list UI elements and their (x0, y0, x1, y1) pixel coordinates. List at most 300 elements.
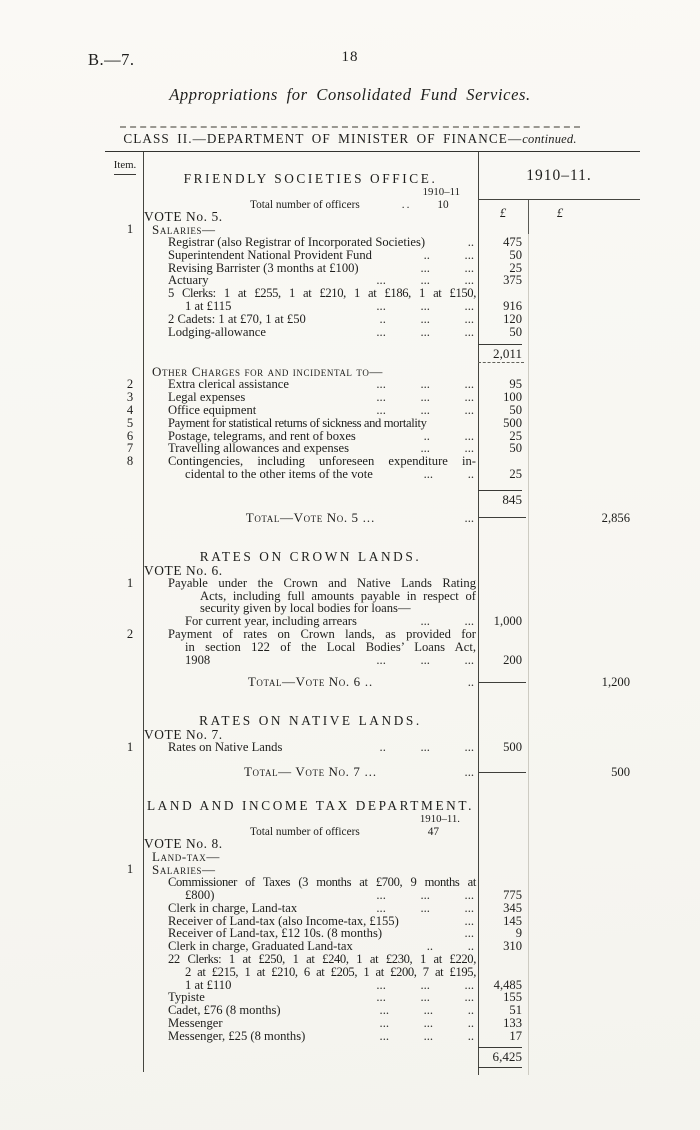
officers-year: 1910–11. (419, 813, 460, 826)
item-number (117, 468, 143, 481)
vote-total-cell (528, 615, 640, 628)
total-rule (479, 772, 526, 773)
amount-cell (478, 863, 528, 876)
line-text: Payable under the Crown and Native Lands Rating (168, 575, 476, 590)
line-text: Receiver of Land-tax, £12 10s. (8 months) (168, 926, 383, 941)
amount-cell: 25 (509, 466, 522, 481)
line-text: Travelling allowances and expenses (168, 441, 350, 456)
line-text: Contingencies, including unforeseen expenditure in- (168, 454, 476, 469)
amount-cell: 155 (503, 990, 522, 1005)
sum-rule (478, 1047, 522, 1048)
divider-rule-dashed (120, 126, 580, 128)
total-rule (479, 682, 526, 683)
item-number (117, 1017, 143, 1030)
subtotal-amount: 6,425 (492, 1049, 522, 1065)
description-cell (143, 346, 478, 361)
line-text: Revising Barrister (3 months at £100) (168, 260, 359, 275)
description-cell (143, 326, 478, 339)
page-number: 18 (341, 49, 359, 65)
subtotal-amount: 2,011 (493, 346, 522, 362)
amount-cell: 775 (503, 887, 522, 902)
vote-total-cell (528, 1049, 640, 1065)
line-text: Receiver of Land-tax (also Income-tax, £155) (168, 913, 399, 928)
vote-total-cell (528, 365, 640, 378)
item-number: 7 (126, 441, 134, 456)
amount-cell (478, 641, 528, 654)
amount-cell (478, 850, 528, 863)
vote-total-cell (528, 300, 640, 313)
amount-cell: 375 (503, 273, 522, 288)
vote-total-cell (528, 1017, 640, 1030)
vote-total-cell (528, 210, 640, 223)
vote-total-cell (528, 741, 640, 754)
line-text: 1 at £115 (185, 298, 232, 313)
item-number (117, 262, 143, 275)
dot-leaders: ... ... ... (376, 887, 474, 902)
table-line (117, 187, 640, 198)
table-line (117, 564, 640, 577)
item-number (117, 641, 143, 654)
section-heading: FRIENDLY SOCIETIES OFFICE. (183, 171, 438, 186)
table-line (117, 1049, 640, 1065)
item-number: 6 (126, 428, 134, 443)
dot-leaders: .. (467, 675, 474, 690)
vote-total-cell (528, 728, 640, 741)
dot-leaders: ... ... .. (379, 1003, 474, 1018)
item-number (117, 953, 143, 966)
vote-total-cell (528, 262, 640, 275)
item-number (117, 927, 143, 940)
section-heading: LAND AND INCOME TAX DEPARTMENT. (146, 798, 475, 814)
table-line (117, 1030, 640, 1043)
item-number (117, 300, 143, 313)
dot-leaders: .. ... (423, 247, 474, 262)
line-text: £800) (185, 887, 215, 902)
table-line (117, 509, 640, 527)
vote-total-cell (528, 326, 640, 339)
line-text: Actuary (168, 273, 209, 288)
item-number: 2 (126, 626, 134, 641)
vote-total-cell (528, 577, 640, 590)
total-text-wrap (248, 675, 373, 689)
row-spacer (117, 527, 640, 549)
vote-total-cell (528, 492, 640, 507)
line-text: Acts, including full amounts payable in respect of (200, 588, 476, 603)
description-cell (143, 1065, 478, 1069)
vote-total-cell (528, 927, 640, 940)
table-line (117, 300, 640, 313)
vote-total-cell (528, 850, 640, 863)
description-cell (143, 902, 478, 915)
item-number: 2 (126, 377, 134, 392)
row-spacer (117, 754, 640, 763)
vote-total-cell (528, 287, 640, 300)
amount-cell (478, 210, 528, 223)
description-cell (143, 404, 478, 417)
group-label: Land-tax— (152, 849, 220, 865)
item-number (117, 1049, 143, 1065)
sum-rule (478, 344, 522, 345)
amount-cell (478, 549, 528, 564)
amount-cell: 9 (515, 926, 522, 941)
line-text: Rates on Native Lands (168, 740, 283, 755)
item-number: 1 (126, 862, 134, 877)
dot-leaders: ... ... (420, 614, 474, 629)
vote-total-cell (528, 1030, 640, 1043)
line-text: 22 Clerks: 1 at £250, 1 at £240, 1 at £230, 1 at £220, (168, 951, 476, 966)
table-line (117, 1004, 640, 1017)
table-line (117, 404, 640, 417)
dot-leaders: ... ... ... (376, 390, 474, 405)
total-label: Total—Vote No. 5 (245, 509, 359, 525)
description-cell (143, 953, 478, 966)
group-label: Salaries— (152, 862, 216, 878)
item-number: 4 (126, 402, 134, 417)
line-text: For current year, including arrears (185, 614, 357, 629)
item-number (117, 549, 143, 564)
item-number (117, 1004, 143, 1017)
group-label: Other Charges for and incidental to— (152, 364, 384, 380)
table-line (117, 417, 640, 430)
amount-cell (478, 763, 528, 781)
table-line (117, 763, 640, 781)
vote-total-cell (528, 915, 640, 928)
officers-dots: .. (401, 199, 412, 211)
description-cell (143, 236, 478, 249)
amount-cell (478, 590, 528, 603)
vote-total-cell (528, 641, 640, 654)
item-number (117, 274, 143, 287)
total-text-wrap (246, 511, 375, 525)
dot-leaders: ... ... ... (376, 402, 474, 417)
description-cell (143, 966, 478, 979)
description-cell (143, 1030, 478, 1043)
description-cell (143, 577, 478, 590)
table-line (117, 641, 640, 654)
vote-total-cell (528, 549, 640, 564)
dot-leaders: ... ... (420, 441, 474, 456)
class-heading-text: CLASS II.—DEPARTMENT OF MINISTER OF FINANCE— (123, 131, 523, 146)
table-line (117, 741, 640, 754)
item-number (117, 326, 143, 339)
vote-total-cell: 2,856 (601, 510, 630, 525)
amount-cell: 475 (503, 235, 522, 249)
item-number (117, 236, 143, 249)
item-number (117, 837, 143, 850)
dot-leaders: .. (467, 235, 474, 249)
line-text: Legal expenses (168, 390, 246, 405)
item-number: 8 (126, 454, 134, 469)
item-number (117, 492, 143, 507)
item-number (117, 198, 143, 210)
dot-leaders: .. ... (423, 428, 474, 443)
line-text: Postage, telegrams, and rent of boxes (168, 428, 356, 443)
description-cell (143, 940, 478, 953)
table-line (117, 673, 640, 691)
table-line (117, 953, 640, 966)
amount-cell (478, 187, 528, 198)
amount-cell: 50 (509, 402, 522, 417)
table-line (117, 654, 640, 667)
dot-leaders: ... ... .. (379, 1015, 474, 1030)
amount-cell: 145 (503, 913, 522, 928)
vote-total-cell (528, 798, 640, 814)
vote-total-cell (528, 1004, 640, 1017)
amount-cell (478, 837, 528, 850)
amount-cell: 50 (509, 324, 522, 339)
dot-leaders: .. ... ... (379, 311, 474, 326)
item-number: 3 (126, 390, 134, 405)
year-column-header: 1910–11. (526, 167, 592, 184)
item-number (117, 902, 143, 915)
amount-cell (478, 198, 528, 210)
dot-leaders: ... ... .. (379, 1028, 474, 1043)
item-header-label: Item. (113, 159, 137, 171)
item-number (117, 798, 143, 814)
table-line (117, 814, 640, 825)
vote-total-cell (528, 979, 640, 992)
vote-total-cell (528, 814, 640, 825)
officers-count: 47 (427, 826, 440, 839)
total-mid-dots: ... (358, 510, 376, 525)
item-number (117, 814, 143, 825)
amount-cell: 200 (503, 652, 522, 667)
description-cell (143, 300, 478, 313)
item-number (117, 763, 143, 781)
vote-total-cell (528, 628, 640, 641)
dot-leaders: ... ... ... (376, 324, 474, 339)
vote-total-cell (528, 590, 640, 603)
table-line (117, 940, 640, 953)
item-number (117, 602, 143, 615)
amount-cell (478, 1065, 528, 1069)
item-number (117, 825, 143, 837)
table-line (117, 468, 640, 481)
row-spacer (117, 666, 640, 673)
group-label: Salaries— (152, 222, 216, 237)
amount-cell (478, 825, 528, 837)
line-text: Payment for statistical returns of sickness and mortality (168, 415, 427, 430)
line-text: Commissioner of Taxes (3 months at £700, 9 months at (168, 875, 476, 890)
item-number (117, 1030, 143, 1043)
vote-total-cell (528, 902, 640, 915)
sum-rule (478, 1067, 522, 1068)
vote-total-cell: 500 (611, 765, 630, 780)
item-number (117, 966, 143, 979)
line-text: Clerk in charge, Land-tax (168, 900, 298, 915)
vote-total-cell (528, 417, 640, 430)
amount-cell (478, 673, 528, 691)
amount-cell: 345 (503, 900, 522, 915)
description-cell (143, 741, 478, 754)
description-cell (143, 876, 478, 889)
item-number (117, 940, 143, 953)
item-number (117, 187, 143, 198)
item-number (117, 713, 143, 728)
amount-cell: 25 (509, 428, 522, 443)
amount-cell (478, 814, 528, 825)
amount-cell: 310 (503, 939, 522, 954)
vote-total-cell (528, 430, 640, 443)
item-number (117, 509, 143, 527)
amount-cell: 916 (503, 298, 522, 313)
item-number (117, 564, 143, 577)
table-line (117, 171, 640, 187)
vote-total-cell (528, 346, 640, 361)
line-text: 5 Clerks: 1 at £255, 1 at £210, 1 at £186, 1 at £150, (168, 286, 476, 301)
table-line (117, 326, 640, 339)
dashed-sum-rule (478, 362, 524, 363)
dot-leaders: .. ... ... (379, 740, 474, 755)
vote-total-cell (528, 223, 640, 236)
vote-total-cell (528, 654, 640, 667)
amount-cell: 51 (509, 1003, 522, 1018)
amount-cell: 25 (509, 260, 522, 275)
dot-leaders: ... ... ... (376, 977, 474, 992)
amount-cell (478, 953, 528, 966)
dot-leaders: ... ... ... (376, 900, 474, 915)
currency-symbol-col1: £ (499, 206, 507, 220)
table-line (117, 876, 640, 889)
table-line (117, 1065, 640, 1069)
vote-total-cell (528, 602, 640, 615)
vote-total-cell (528, 378, 640, 391)
description-cell (143, 889, 478, 902)
amount-cell (478, 577, 528, 590)
amount-cell (478, 798, 528, 814)
item-number (117, 915, 143, 928)
vote-total-cell (528, 837, 640, 850)
item-number (117, 654, 143, 667)
total-label: Total— Vote No. 7 (243, 764, 361, 780)
line-text: Registrar (also Registrar of Incorporated Societies) (168, 235, 426, 249)
description-cell (143, 417, 478, 430)
dot-leaders: ... ... ... (376, 298, 474, 313)
line-text: Cadet, £76 (8 months) (168, 1003, 281, 1018)
vote-total-cell (528, 455, 640, 468)
vote-total-cell (528, 564, 640, 577)
vote-total-cell (528, 863, 640, 876)
vote-total-cell (528, 876, 640, 889)
line-text: Extra clerical assistance (168, 377, 289, 392)
vote-total-cell (528, 1065, 640, 1069)
line-text: security given by local bodies for loans— (200, 601, 411, 616)
item-number (117, 590, 143, 603)
row-spacer (117, 481, 640, 488)
total-mid-dots: ... (360, 765, 378, 780)
line-text: Superintendent National Provident Fund (168, 247, 372, 262)
item-number (117, 673, 143, 691)
table-line (117, 492, 640, 507)
section-heading: RATES ON CROWN LANDS. (199, 548, 422, 564)
total-line (143, 763, 478, 781)
line-text: 1 at £110 (185, 977, 232, 992)
amount-cell (478, 966, 528, 979)
amount-cell (478, 713, 528, 728)
item-number (117, 287, 143, 300)
item-number (117, 889, 143, 902)
dot-leaders: ... ... ... (376, 273, 474, 288)
vote-heading: VOTE No. 5. (144, 209, 223, 224)
amount-cell: 50 (509, 441, 522, 456)
item-number (117, 249, 143, 262)
line-text: Lodging-allowance (168, 324, 266, 339)
amount-cell: 100 (503, 390, 522, 405)
amount-cell: 95 (509, 377, 522, 392)
total-label: Total—Vote No. 6 (247, 674, 361, 690)
section-heading: RATES ON NATIVE LANDS. (199, 713, 422, 729)
item-number: 1 (126, 222, 134, 236)
line-text: Typiste (168, 990, 205, 1005)
total-line (143, 509, 478, 527)
dot-leaders: ... (464, 510, 474, 525)
table-line (117, 713, 640, 728)
item-number (117, 979, 143, 992)
vote-total-cell (528, 713, 640, 728)
vote-total-cell (528, 249, 640, 262)
currency-symbol-col2: £ (556, 206, 564, 220)
item-number (117, 1065, 143, 1069)
vote-total-cell: 1,200 (601, 675, 630, 690)
row-spacer (117, 781, 640, 798)
item-number (117, 346, 143, 361)
dot-leaders: ... (464, 765, 474, 780)
vote-total-cell (528, 940, 640, 953)
description-cell (143, 1004, 478, 1017)
dot-leaders: ... ... ... (376, 377, 474, 392)
table-line (117, 346, 640, 361)
amount-cell: 500 (503, 415, 522, 430)
dot-leaders: .. .. (426, 939, 474, 954)
description-cell (143, 249, 478, 262)
vote-total-cell (528, 825, 640, 837)
line-text: Clerk in charge, Graduated Land-tax (168, 939, 353, 954)
amount-cell (478, 509, 528, 527)
line-text: Office equipment (168, 402, 257, 417)
appropriations-table (117, 163, 640, 1069)
description-cell (143, 492, 478, 507)
amount-cell (478, 564, 528, 577)
description-cell (143, 1017, 478, 1030)
line-text: 2 Cadets: 1 at £70, 1 at £50 (168, 311, 306, 326)
vote-heading: VOTE No. 8. (144, 836, 223, 852)
vote-total-cell (528, 991, 640, 1004)
document-title: Appropriations for Consolidated Fund Services. (169, 85, 531, 104)
table-line (117, 966, 640, 979)
table-line (117, 313, 640, 326)
amount-cell: 1,000 (493, 614, 522, 629)
table-line (117, 628, 640, 641)
dot-leaders: ... .. (423, 466, 474, 481)
officers-count: 10 (437, 199, 449, 211)
total-line (143, 673, 478, 691)
dot-leaders: ... ... (420, 260, 474, 275)
table-line (117, 236, 640, 249)
line-text: Payment of rates on Crown lands, as provided for (168, 626, 476, 641)
vote-total-cell (528, 198, 640, 210)
vote-heading: VOTE No. 6. (144, 562, 223, 578)
vote-total-cell (528, 442, 640, 455)
table-line (117, 902, 640, 915)
description-cell (143, 1049, 478, 1065)
subtotal-amount: 845 (502, 491, 522, 507)
item-number (117, 313, 143, 326)
vote-total-cell (528, 274, 640, 287)
vote-total-cell (528, 391, 640, 404)
dot-leaders: ... ... ... (376, 652, 474, 667)
vote-total-cell (528, 187, 640, 198)
line-text: 2 at £215, 1 at £210, 6 at £205, 1 at £200, 7 at £195, (185, 964, 476, 979)
